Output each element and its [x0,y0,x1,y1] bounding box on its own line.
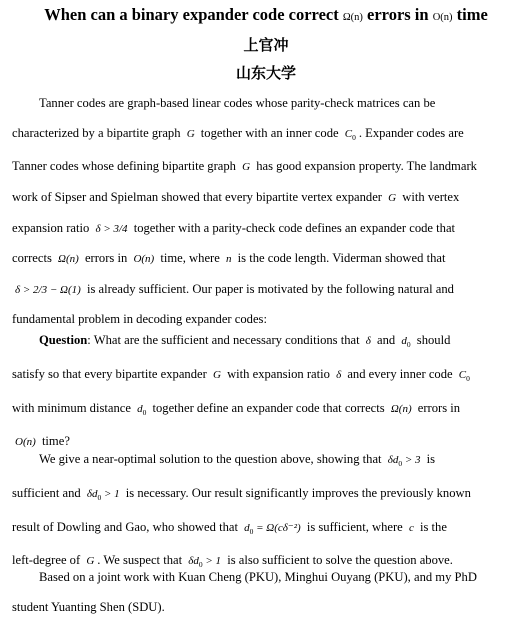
text-line: δ > 2/3 − Ω(1) is already sufficient. Our paper is motivated by the following natural and [15,281,454,296]
title-text: errors in [367,5,429,24]
text-line: Tanner codes are graph-based linear codes whose parity-check matrices can be [39,96,436,110]
text-line: satisfy so that every bipartite expander G with expansion ratio δ and every inner code $C_0$ [12,366,470,383]
paragraph-intro [12,89,522,335]
text-line: expansion ratio δ > 3/4 together with a parity-check code defines an expander code that [12,220,456,235]
paragraph-result [12,445,522,580]
text-line: O(n) time? [15,434,70,449]
author-name: 上官冲 [243,36,289,54]
text-line: result of Dowling and Gao, who showed that $d_0 = \Omega(c\delta^{-2})$ is sufficient, where c is the [12,519,447,536]
text-line: left-degree of G . We suspect that $\delta d_0 > 1$ is also sufficient to solve the question above. [12,553,453,570]
text-line: student Yuanting Shen (SDU). [12,599,165,614]
text-line: characterized by a bipartite graph G together with an inner code $C_0$ . Expander codes are [12,125,464,142]
text-line: Question: What are the sufficient and necessary conditions that δ and $d_0$ should [39,333,451,350]
title-math-omega: Ω(n) [342,12,363,23]
text-line: with minimum distance $d_0$ together define an expander code that corrects Ω(n) errors in [12,400,461,417]
text-line: corrects Ω(n) errors in O(n) time, where n is the code length. Viderman showed that [12,251,446,266]
title-text: time [456,5,488,24]
text-line: We give a near-optimal solution to the question above, showing that $\delta d_0 > 3$ is [39,452,436,469]
title-text: When can a binary expander code correct [44,5,339,24]
text-line: Tanner codes whose defining bipartite graph G has good expansion property. The landmark [12,159,477,174]
author-affiliation: 山东大学 [235,64,296,82]
title-math-o: O(n) [432,12,453,23]
text-line: sufficient and $\delta d_0 > 1$ is necessary. Our result significantly improves the previously known [12,485,471,502]
text-line: work of Sipser and Spielman showed that every bipartite vertex expander G with vertex [12,189,460,204]
text-line: Based on a joint work with Kuan Cheng (PKU), Minghui Ouyang (PKU), and my PhD [39,570,477,584]
text-line: fundamental problem in decoding expander codes: [12,312,267,327]
document-title [0,5,532,25]
question-label: Question [39,333,88,347]
paragraph-acknowledgement [12,563,522,622]
paragraph-question [12,326,522,458]
